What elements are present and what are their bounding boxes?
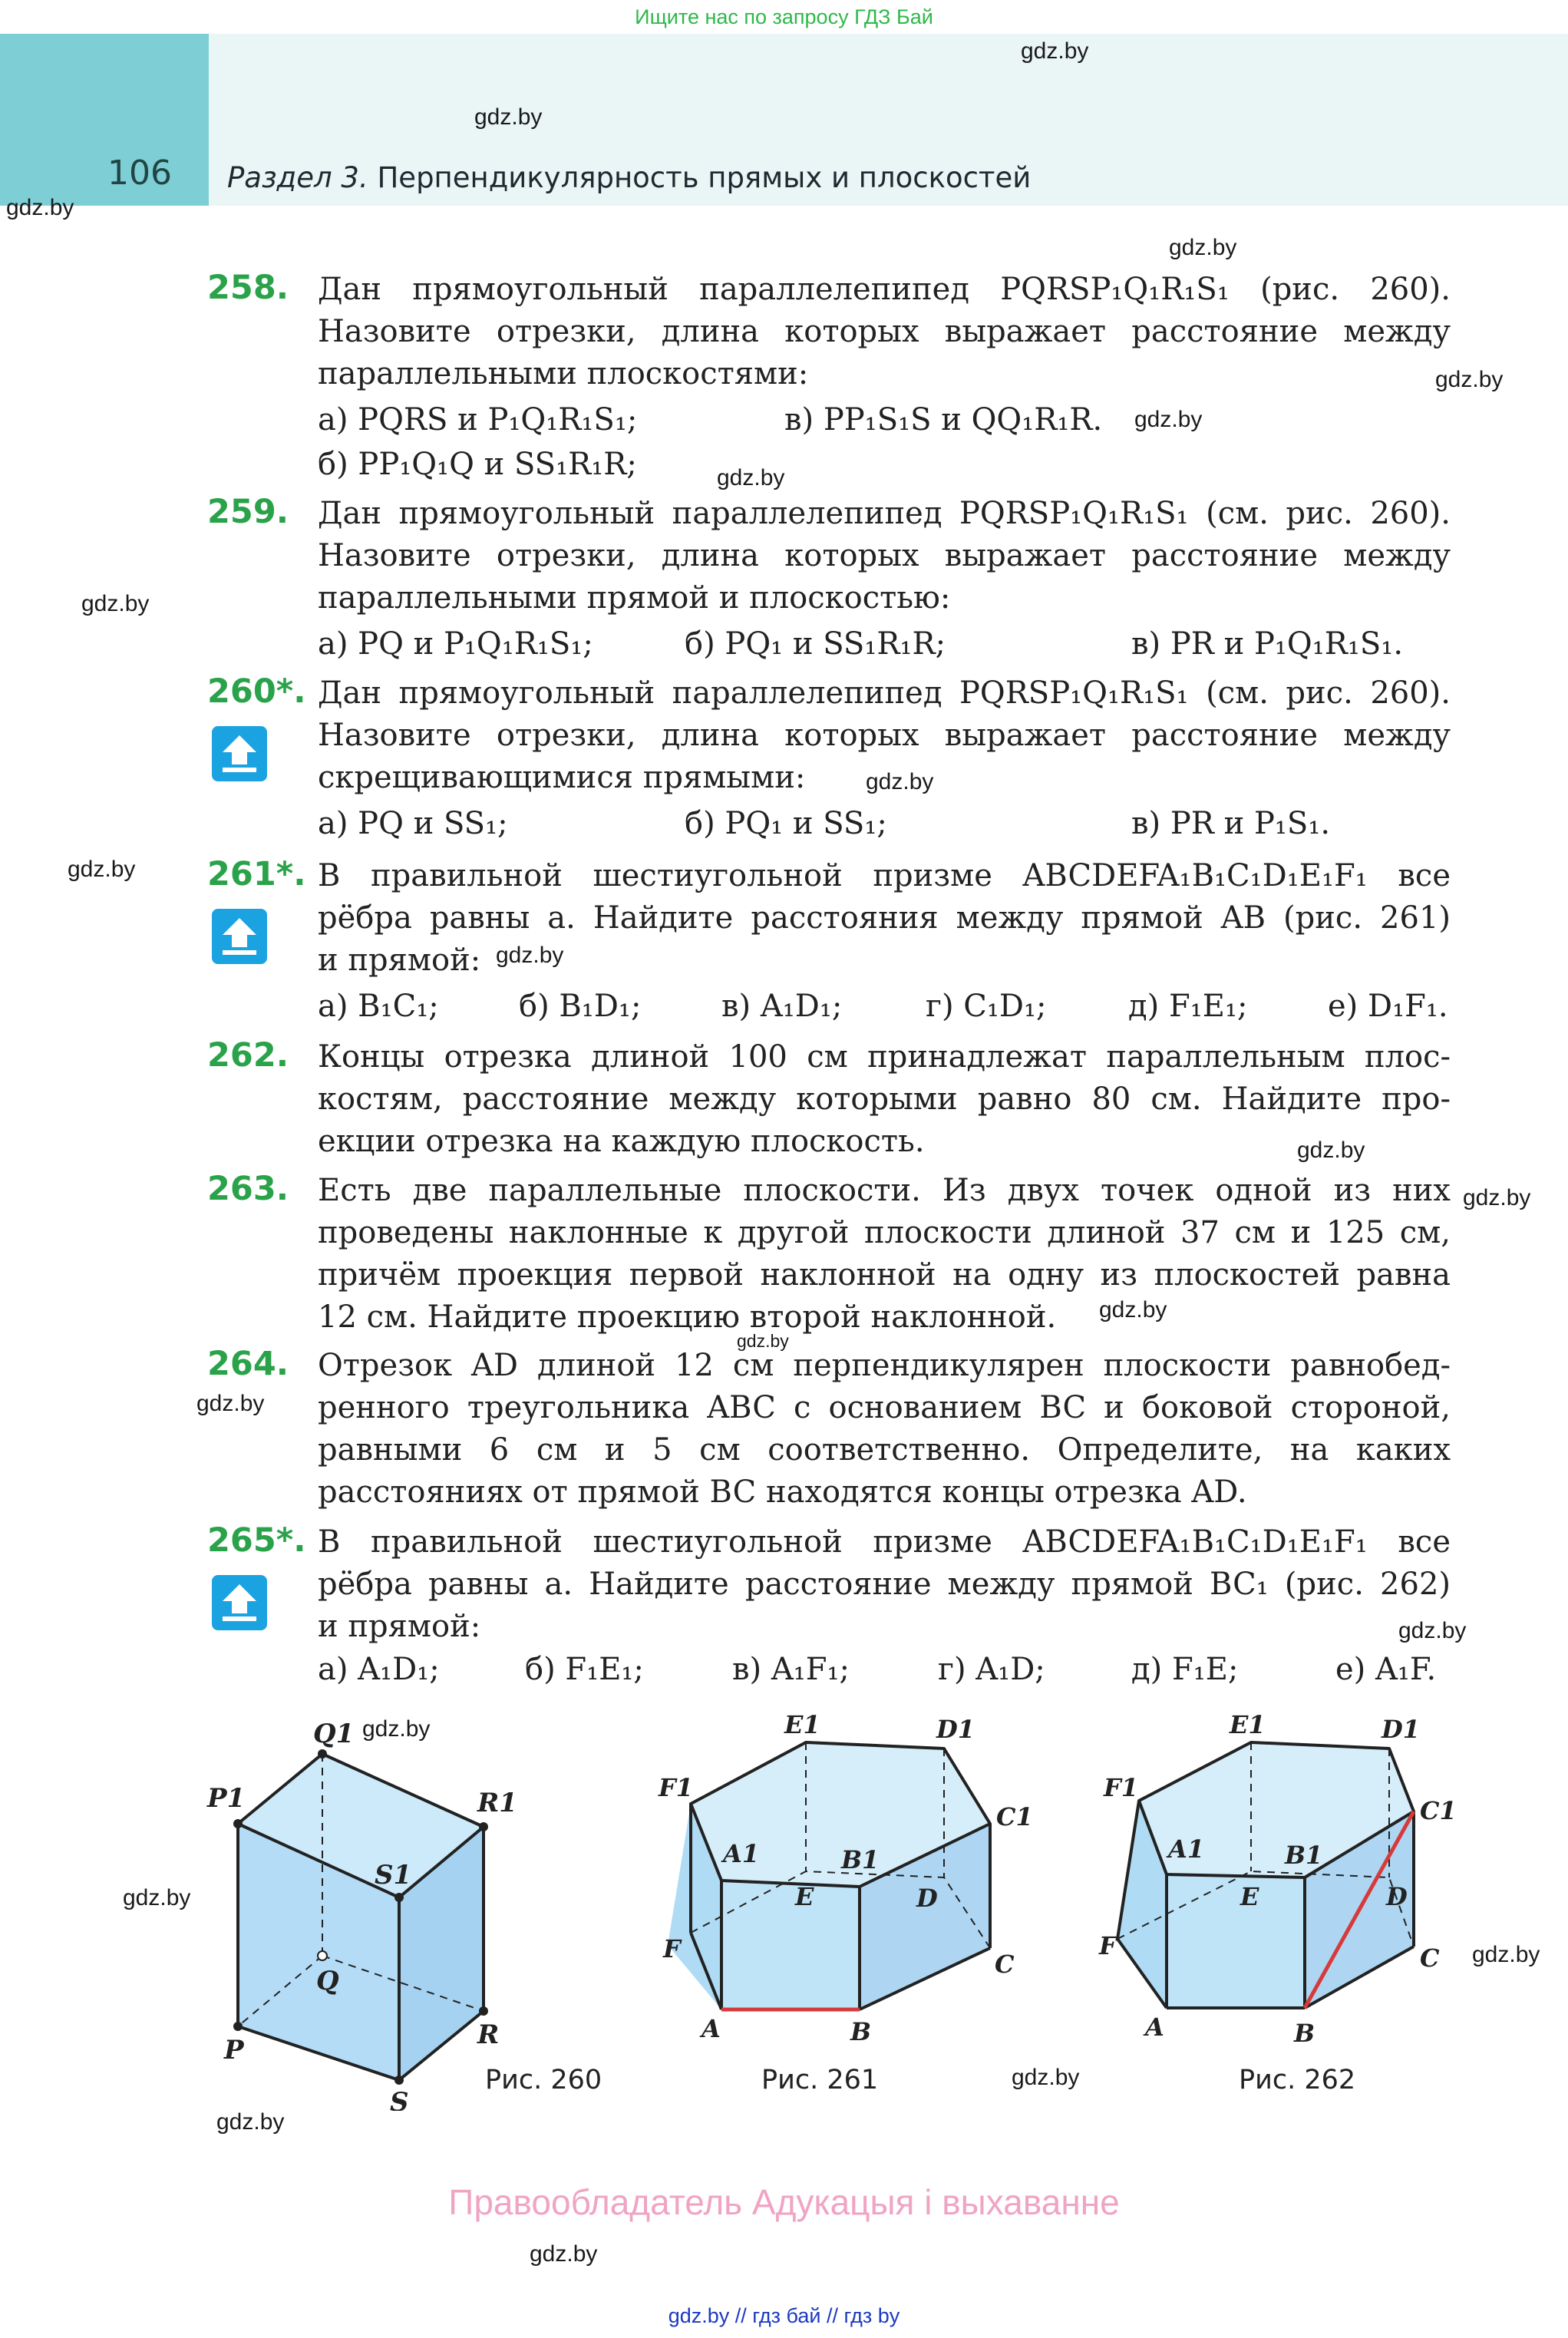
copyright-footer: Правообладатель Адукацыя і выхаванне [448,2182,1120,2222]
problem-option: а) B₁C₁; [318,989,439,1024]
watermark: gdz.by [1099,1297,1167,1323]
watermark: gdz.by [6,195,74,220]
problem-number: 258. [207,269,289,307]
problem-number: 261*. [207,855,306,893]
problem-number: 265*. [207,1521,306,1560]
watermark: gdz.by [717,465,785,490]
figure-label: D [1386,1882,1408,1911]
watermark: gdz.by [81,591,150,616]
figure-label: E [1240,1882,1259,1911]
figure-label: P1 [207,1783,246,1814]
problem-line: причём проекция первой наклонной на одну из плоскостей равна [318,1257,1451,1293]
problem-number: 264. [207,1345,289,1383]
problem-option: б) PP₁Q₁Q и SS₁R₁R; [318,447,637,482]
watermark: gdz.by [123,1885,191,1910]
figure-label: F [1099,1931,1117,1960]
section-title [227,161,1031,194]
watermark: gdz.by [1169,235,1237,260]
watermark: gdz.by [1398,1618,1467,1643]
figure-label: C [1420,1943,1440,1973]
watermark: gdz.by [474,104,543,130]
problem-option: в) PR и P₁S₁. [1131,806,1331,841]
problem-number: 260*. [207,672,306,711]
upload-arrow-icon[interactable] [212,909,267,964]
figure-label: A1 [723,1839,760,1868]
page-number: 106 [107,154,172,193]
figure-label: S [390,2087,409,2111]
problem-line: параллельными плоскостями: [318,356,809,391]
problem-option: в) PR и P₁Q₁R₁S₁. [1131,626,1404,662]
section-title-text: Перпендикулярность прямых и плоскостей [377,161,1032,194]
problem-line: Назовите отрезки, длина которых выражает расстояние между [318,718,1451,753]
problem-option: д) F₁E₁; [1128,989,1248,1024]
figure-label: P [224,2035,244,2066]
problem-line: В правильной шестиугольной призме ABCDEFA₁B₁C₁D₁E₁F₁ все [318,1524,1451,1560]
watermark: gdz.by [737,1331,789,1351]
figure-label: D1 [1381,1715,1421,1744]
bottom-links[interactable]: gdz.by // гдз бай // гдз by [668,2304,900,2327]
problem-line: екции отрезка на каждую плоскость. [318,1124,925,1159]
problem-line: ренного треугольника ABC с основанием BC и боковой стороной, [318,1390,1451,1425]
watermark: gdz.by [196,1391,265,1416]
problem-line: параллельными прямой и плоскостью: [318,580,951,616]
problem-line: Дан прямоугольный параллелепипед PQRSP₁Q₁R₁S₁ (см. рис. 260). [318,675,1451,711]
watermark: gdz.by [1012,2065,1080,2090]
problem-line: проведены наклонные к другой плоскости длиной 37 см и 125 см, [318,1215,1451,1250]
figure-261 [652,1704,1036,2057]
problem-line: В правильной шестиугольной призме ABCDEFA₁B₁C₁D₁E₁F₁ все [318,858,1451,893]
problem-line: и прямой: [318,1609,481,1644]
problem-option: б) B₁D₁; [519,989,642,1024]
figure-caption: Рис. 260 [485,2065,602,2095]
problem-line: рёбра равны a. Найдите расстояние между прямой BC₁ (рис. 262) [318,1567,1451,1602]
problem-line: костям, расстояние между которыми равно 80 см. Найдите про- [318,1081,1451,1117]
watermark: gdz.by [1134,407,1203,432]
problem-option: а) PQ и SS₁; [318,806,508,841]
problem-option: а) PQRS и P₁Q₁R₁S₁; [318,402,638,438]
top-banner[interactable]: Ищите нас по запросу ГДЗ Бай [635,5,933,28]
figure-label: A [701,2014,721,2043]
figure-label: C1 [996,1802,1033,1831]
figure-label: B1 [841,1845,880,1874]
problem-option: а) A₁D₁; [318,1652,440,1687]
watermark: gdz.by [1472,1942,1540,1967]
upload-arrow-icon[interactable] [212,726,267,781]
figure-label: A [1145,2013,1164,2042]
watermark: gdz.by [1021,38,1089,64]
figure-label: F [663,1934,681,1963]
figure-label: F1 [659,1773,693,1802]
figure-label: D [916,1884,938,1913]
problem-option: д) F₁E; [1131,1652,1239,1687]
problem-option: в) A₁D₁; [721,989,843,1024]
problem-line: Есть две параллельные плоскости. Из двух точек одной из них [318,1173,1451,1208]
figure-label: E1 [784,1710,820,1739]
problem-option: а) PQ и P₁Q₁R₁S₁; [318,626,593,662]
figure-caption: Рис. 261 [761,2065,879,2095]
figure-260 [192,1712,560,2111]
problem-option: г) A₁D; [938,1652,1045,1687]
problem-line: Назовите отрезки, длина которых выражает расстояние между [318,538,1451,573]
problem-option: е) D₁F₁. [1328,989,1448,1024]
watermark: gdz.by [530,2241,598,2267]
problem-line: равными 6 см и 5 см соответственно. Определите, на каких [318,1432,1451,1468]
figure-label: Q1 [313,1719,355,1749]
figure-label: R1 [477,1788,517,1818]
problem-line: рёбра равны a. Найдите расстояния между прямой AB (рис. 261) [318,900,1451,936]
figure-label: E [795,1882,814,1911]
figure-label: A1 [1168,1834,1205,1864]
problem-number: 259. [207,493,289,531]
figure-262 [1090,1704,1474,2057]
figure-caption: Рис. 262 [1239,2065,1356,2095]
figure-label: Q [316,1966,339,1996]
figure-label: B [850,2017,872,2046]
problem-option: г) C₁D₁; [926,989,1047,1024]
watermark: gdz.by [362,1716,431,1742]
problem-option: б) PQ₁ и SS₁R₁R; [685,626,946,662]
watermark: gdz.by [496,943,564,968]
problem-line: Концы отрезка длиной 100 см принадлежат параллельным плос- [318,1039,1451,1075]
watermark: gdz.by [1435,367,1504,392]
watermark: gdz.by [216,2109,285,2135]
problem-option: е) A₁F. [1335,1652,1437,1687]
figure-label: R [477,2019,500,2050]
problem-number: 263. [207,1170,289,1208]
problem-option: б) PQ₁ и SS₁; [685,806,887,841]
problem-line: и прямой: [318,943,481,978]
figure-label: B [1294,2019,1315,2048]
problem-line: Назовите отрезки, длина которых выражает расстояние между [318,314,1451,349]
watermark: gdz.by [1463,1185,1531,1210]
problem-option: б) F₁E₁; [525,1652,644,1687]
watermark: gdz.by [68,857,136,882]
section-label: Раздел 3. [227,161,368,194]
figure-label: S1 [375,1860,412,1891]
problem-line: скрещивающимися прямыми: [318,760,806,795]
problem-option: в) A₁F₁; [732,1652,850,1687]
figure-label: B1 [1285,1841,1323,1870]
watermark: gdz.by [866,769,934,794]
watermark: gdz.by [1297,1138,1365,1163]
problem-line: расстояниях от прямой BC находятся концы отрезка AD. [318,1474,1247,1510]
problem-line: Дан прямоугольный параллелепипед PQRSP₁Q₁R₁S₁ (см. рис. 260). [318,496,1451,531]
figure-label: D1 [936,1715,975,1744]
problem-option: в) PP₁S₁S и QQ₁R₁R. [784,402,1103,438]
problem-line: Дан прямоугольный параллелепипед PQRSP₁Q₁R₁S₁ (рис. 260). [318,272,1451,307]
figure-label: F1 [1104,1773,1138,1802]
problem-line: 12 см. Найдите проекцию второй наклонной. [318,1299,1057,1335]
figure-label: E1 [1230,1710,1266,1739]
header-tab [0,34,209,206]
problem-line: Отрезок AD длиной 12 см перпендикулярен плоскости равнобед- [318,1348,1451,1383]
figure-label: C [995,1950,1015,1979]
upload-arrow-icon[interactable] [212,1575,267,1630]
problem-number: 262. [207,1036,289,1075]
figure-label: C1 [1420,1796,1457,1825]
